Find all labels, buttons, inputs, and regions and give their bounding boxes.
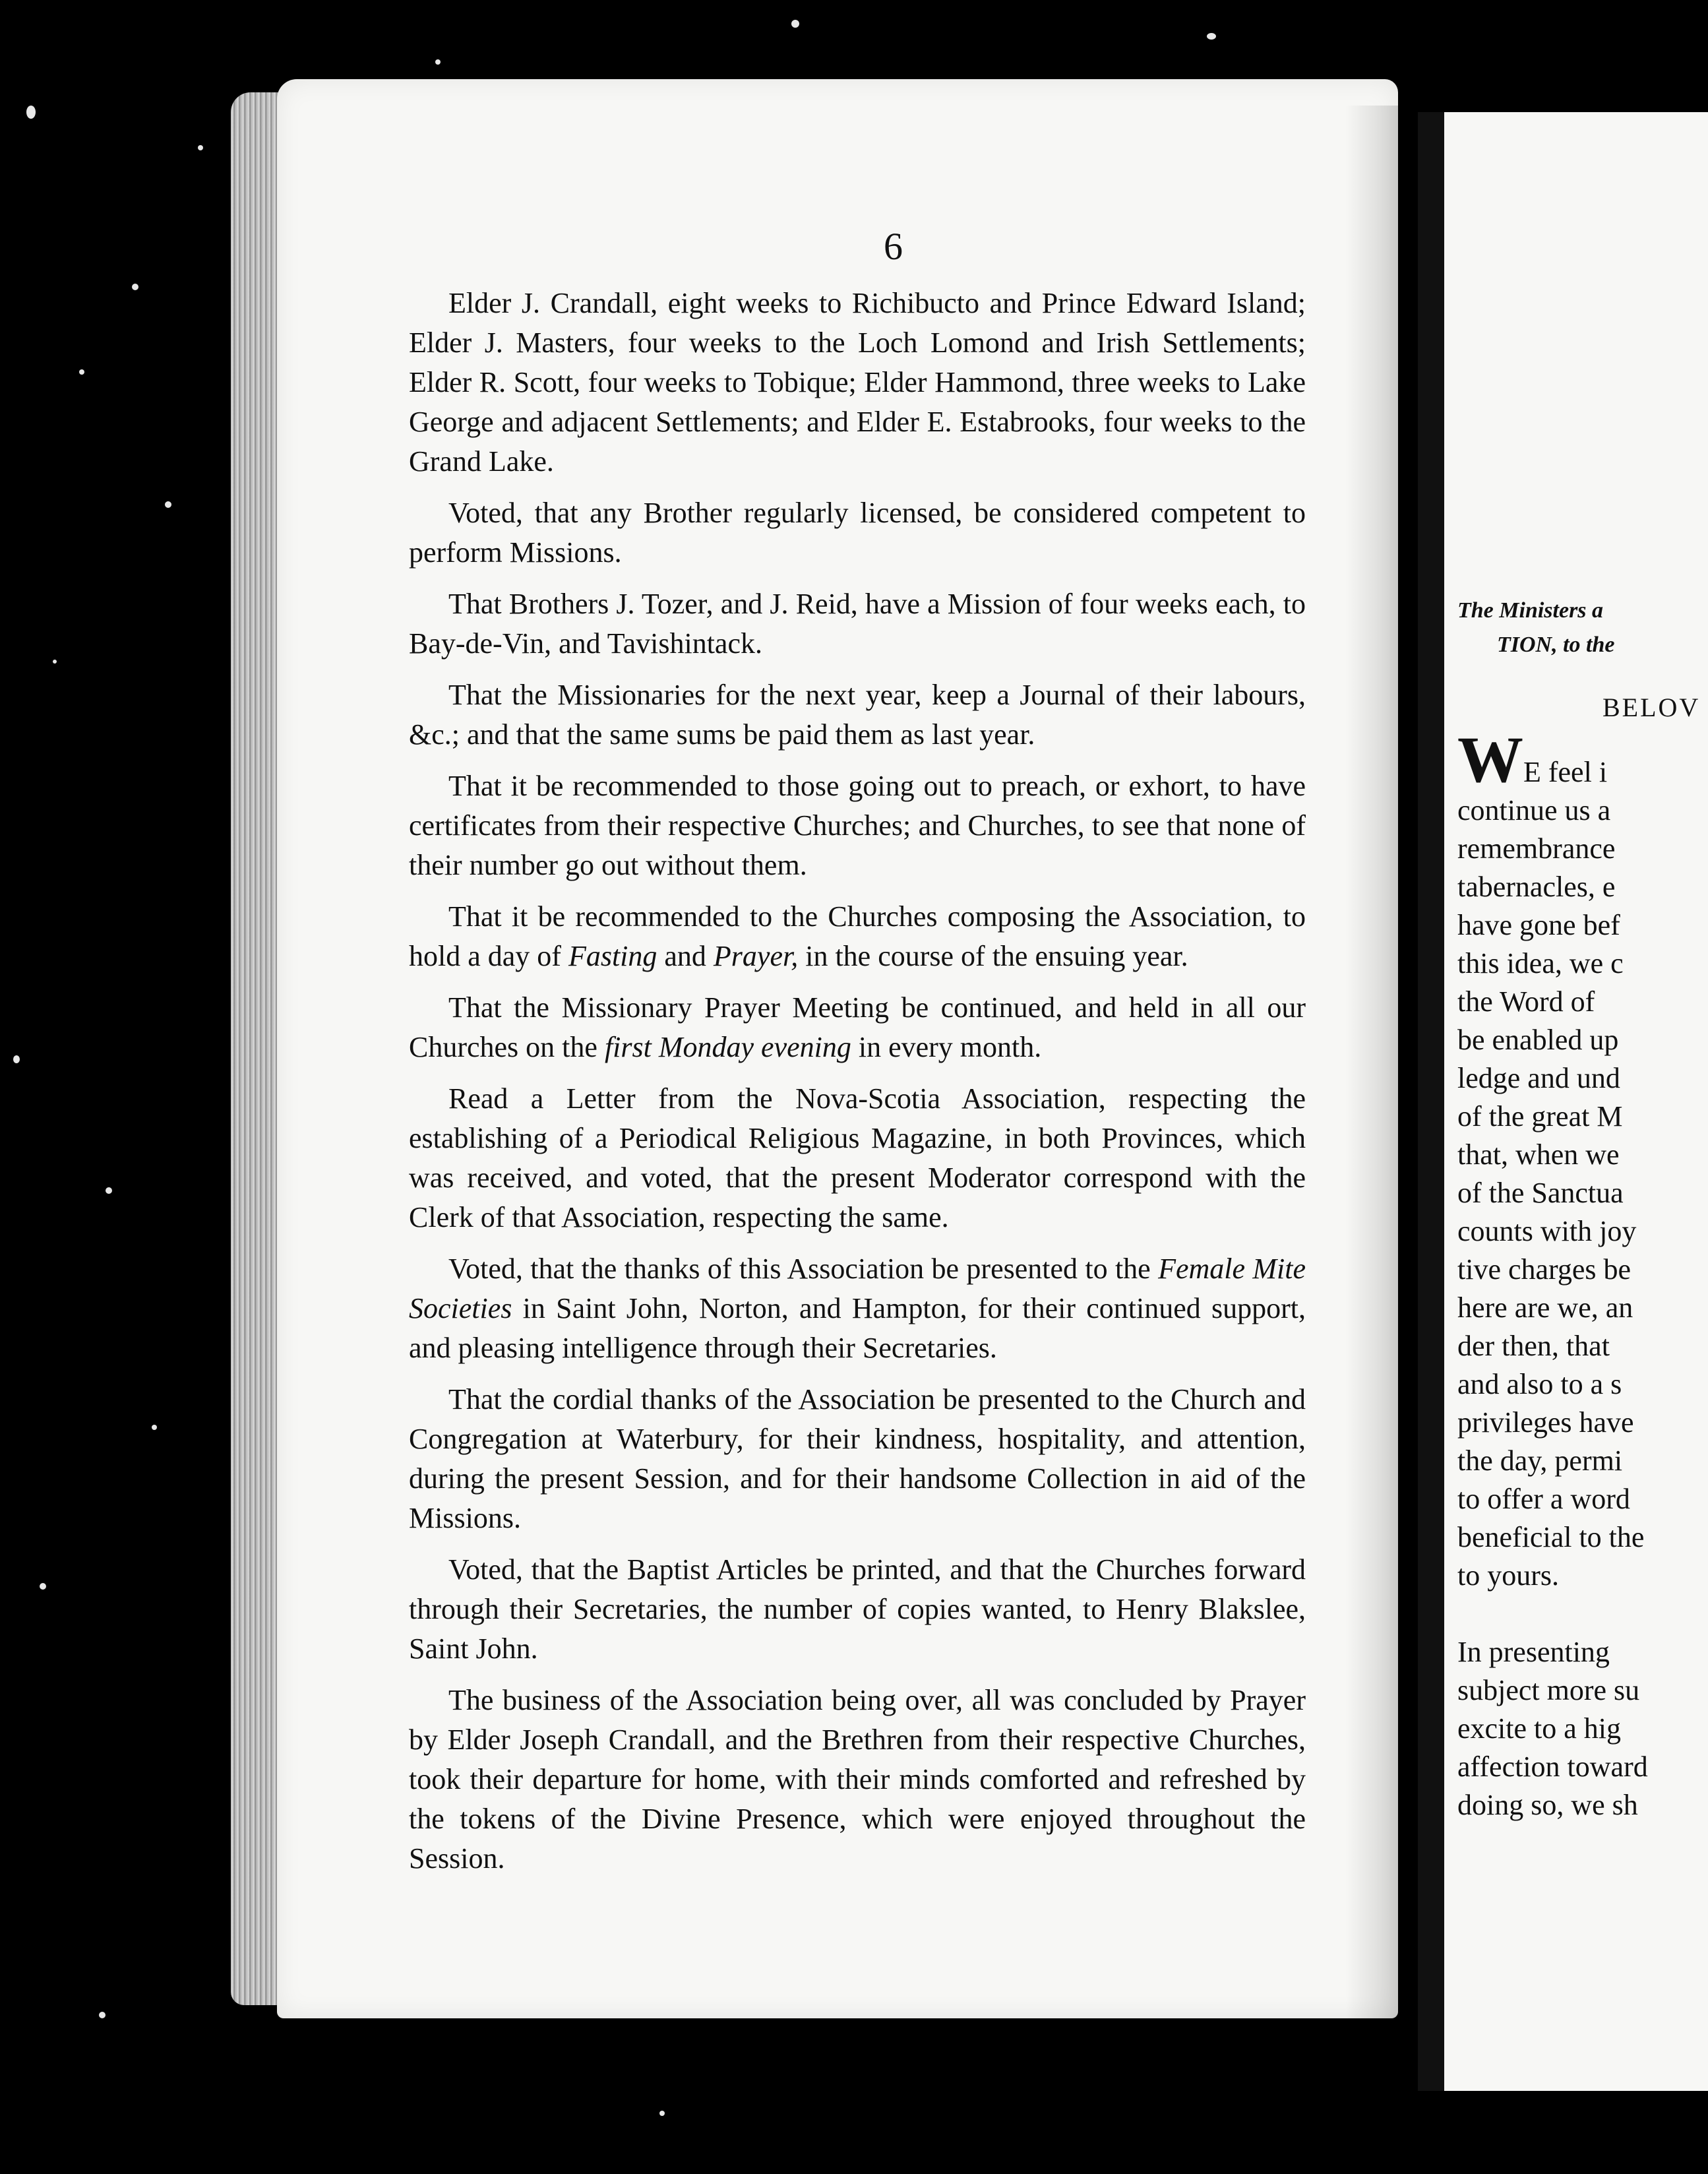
right-first-line-text: E feel i bbox=[1523, 756, 1608, 788]
noise-speck bbox=[79, 369, 84, 375]
right-page-line: der then, that bbox=[1457, 1330, 1610, 1362]
noise-speck bbox=[791, 20, 799, 28]
paragraph: Voted, that the thanks of this Association be presented to the Female Mite Societies in Saint John, Norton, and Hampton, for their continued support, and pleasing intelligence through their Secretaries. bbox=[409, 1253, 1306, 1364]
noise-speck bbox=[40, 1583, 46, 1590]
right-first-line bbox=[1457, 723, 1675, 796]
right-page-line bbox=[1457, 1595, 1675, 1633]
right-page-line: In presenting bbox=[1457, 1636, 1610, 1668]
paragraph: That it be recommended to those going out to preach, or exhort, to have certificates from their respective Churches; and Churches, to see that none of their number go out without them. bbox=[409, 770, 1306, 881]
right-page-line: excite to a hig bbox=[1457, 1712, 1622, 1745]
right-page-line: doing so, we sh bbox=[1457, 1789, 1638, 1821]
right-page-line: to offer a word bbox=[1457, 1483, 1630, 1515]
right-page-line: counts with joy bbox=[1457, 1215, 1637, 1247]
noise-speck bbox=[165, 501, 171, 508]
gutter-shadow bbox=[1345, 106, 1398, 2018]
right-page-line: to yours. bbox=[1457, 1559, 1559, 1592]
noise-speck bbox=[53, 660, 57, 664]
right-page-line: the Word of bbox=[1457, 985, 1595, 1018]
right-page-text bbox=[1457, 594, 1701, 1824]
right-page-line: and also to a s bbox=[1457, 1368, 1622, 1400]
paragraph: The business of the Association being over, all was concluded by Prayer by Elder Joseph Crandall, and the Brethren from their respective Churches, took their departure for home, with their minds comforted and refreshed by the tokens of the Divine Presence, which were enjoyed throughout the Session. bbox=[409, 1684, 1306, 1875]
noise-speck bbox=[435, 59, 441, 65]
noise-speck bbox=[99, 2012, 106, 2018]
noise-speck bbox=[132, 284, 138, 290]
paragraph: Read a Letter from the Nova-Scotia Association, respecting the establishing of a Periodical Religious Magazine, in both Provinces, which was received, and voted, that the present Moderator correspond with the Clerk of that Association, respecting the same. bbox=[409, 1082, 1306, 1233]
right-page-heading bbox=[1457, 594, 1675, 662]
right-page-line: that, when we bbox=[1457, 1138, 1620, 1171]
paragraph: Elder J. Crandall, eight weeks to Richibucto and Prince Edward Island; Elder J. Masters, four weeks to the Loch Lomond and Irish Settlements; Elder R. Scott, four weeks to Tobique; Elder Hammond, three weeks to Lake George and adjacent Settlements; and Elder E. Estabrooks, four weeks to the Grand Lake. bbox=[409, 287, 1306, 478]
paragraph: That the cordial thanks of the Association be presented to the Church and Congregation at Waterbury, for their kindness, hospitality, and attention, during the present Session, and for their handsome Collection in aid of the Missions. bbox=[409, 1383, 1306, 1534]
noise-speck bbox=[1207, 33, 1216, 40]
right-page-line: have gone bef bbox=[1457, 909, 1620, 941]
page-number: 6 bbox=[884, 225, 903, 268]
right-page-line: privileges have bbox=[1457, 1406, 1634, 1439]
paragraph: That the Missionaries for the next year, keep a Journal of their labours, &c.; and that the same sums be paid them as last year. bbox=[409, 679, 1306, 751]
right-page-line: of the Sanctua bbox=[1457, 1177, 1624, 1209]
noise-speck bbox=[659, 2111, 665, 2116]
right-salutation: BELOV bbox=[1602, 693, 1701, 722]
noise-speck bbox=[13, 1055, 20, 1063]
right-page-line: tabernacles, e bbox=[1457, 871, 1616, 903]
noise-speck bbox=[198, 145, 203, 150]
noise-speck bbox=[152, 1425, 157, 1430]
right-page-line: this idea, we c bbox=[1457, 947, 1624, 979]
right-page-line: the day, permi bbox=[1457, 1444, 1623, 1477]
right-page-line: ledge and und bbox=[1457, 1062, 1620, 1094]
right-page-line: be enabled up bbox=[1457, 1024, 1619, 1056]
paragraph: Voted, that the Baptist Articles be printed, and that the Churches forward through their Secretaries, the number of copies wanted, to Henry Blakslee, Saint John. bbox=[409, 1553, 1306, 1665]
paragraph: That it be recommended to the Churches composing the Association, to hold a day of Fasting and Prayer, in the course of the ensuing year. bbox=[409, 900, 1306, 972]
paragraph: That Brothers J. Tozer, and J. Reid, have a Mission of four weeks each, to Bay-de-Vin, and Tavishintack. bbox=[409, 588, 1306, 660]
right-page-line: beneficial to the bbox=[1457, 1521, 1645, 1553]
paragraph: That the Missionary Prayer Meeting be continued, and held in all our Churches on the first Monday evening in every month. bbox=[409, 991, 1306, 1063]
right-heading-line: TION, to the bbox=[1497, 633, 1615, 657]
body-text bbox=[409, 284, 1306, 1890]
drop-cap: W bbox=[1457, 723, 1523, 796]
right-page-line: continue us a bbox=[1457, 794, 1611, 826]
right-page-line: here are we, an bbox=[1457, 1291, 1633, 1324]
right-page-line: subject more su bbox=[1457, 1674, 1640, 1706]
right-page-line: affection toward bbox=[1457, 1751, 1648, 1783]
noise-speck bbox=[26, 106, 36, 119]
paragraph: Voted, that any Brother regularly licensed, be considered competent to perform Missions. bbox=[409, 497, 1306, 569]
noise-speck bbox=[106, 1187, 112, 1194]
right-page-line: of the great M bbox=[1457, 1100, 1623, 1133]
right-page-lines bbox=[1457, 792, 1675, 1824]
right-page-line: tive charges be bbox=[1457, 1253, 1632, 1286]
right-heading-line: The Ministers a bbox=[1457, 598, 1604, 623]
right-page-line: remembrance bbox=[1457, 832, 1616, 865]
